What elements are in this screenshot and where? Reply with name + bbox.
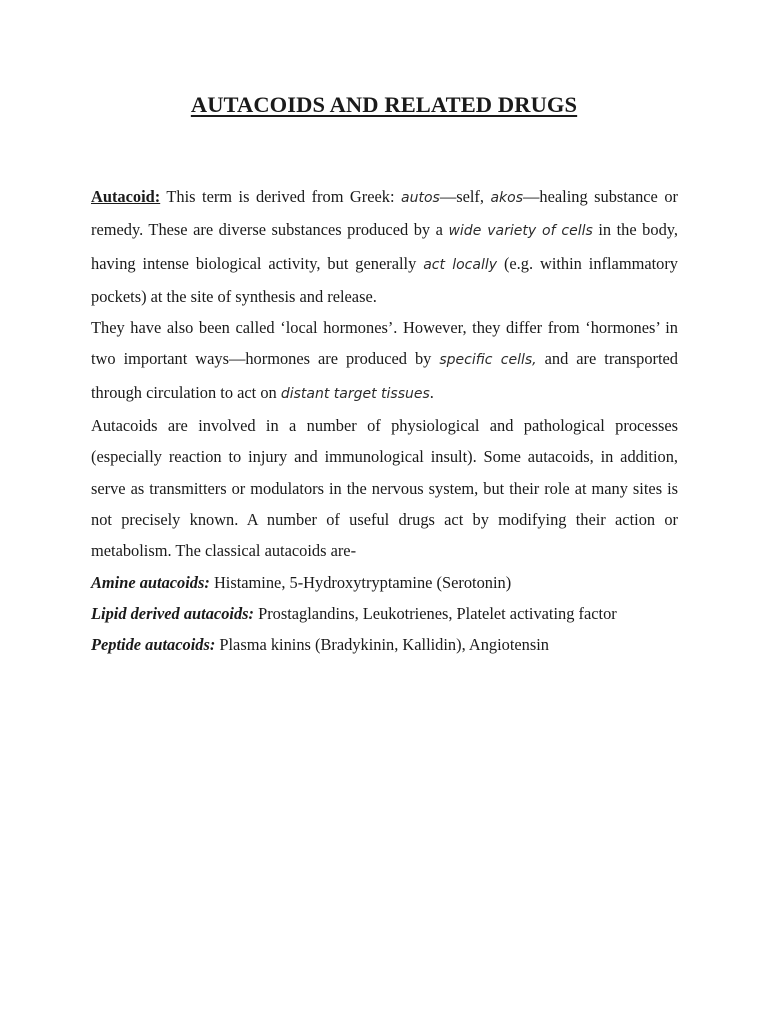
paragraph-text: . [429,382,434,402]
paragraph-text: in the body, having intense biological activity, but generally [91,220,678,273]
paragraph-text: (e.g. within inflammatory pockets) at the site of synthesis and release. [91,253,679,306]
autacoid-term-label: Autacoid: [91,187,161,206]
paragraph-autacoid-definition [91,181,678,312]
document-title: AUTACOIDS AND RELATED DRUGS [190,92,578,117]
paragraph-local-hormones [91,312,678,410]
paragraph-autacoid-roles: Autacoids are involved in a number of physiological and pathological processes (especially reaction to injury and immunological insult). Some autacoids, in addition, serve as transmitters or modulators in the nervous system, but their role at many sites is not precisely known. A number of useful drugs act by modifying their action or metabolism. The classical autacoids are- [91,416,678,561]
highlighted-phrase-distant-target: distant target tissues [280,385,430,402]
class-line-lipid [91,598,678,629]
class-label: Peptide autacoids: [91,635,216,655]
highlighted-phrase-wide-variety: wide variety of cells [448,223,593,240]
class-value: Plasma kinins (Bradykinin, Kallidin), Angiotensin [215,635,549,655]
highlighted-phrase-specific-cells: specific cells, [439,352,537,369]
class-value: Prostaglandins, Leukotrienes, Platelet activating factor [253,603,617,623]
class-line-amine [91,567,678,598]
paragraph-text: —healing substance or remedy. These are diverse substances produced by a [91,187,678,240]
class-label: Lipid derived autacoids: [91,603,254,623]
highlighted-phrase-act-locally: act locally [423,256,498,273]
paragraph-text: They have also been called ‘local hormones’. However, they differ from ‘hormones’ in two important ways—hormones are produced by [91,318,678,369]
paragraph-text: —self, [439,187,491,206]
class-value: Histamine, 5-Hydroxytryptamine (Serotonin) [209,572,512,592]
document-body [91,181,678,660]
class-line-peptide [91,629,678,660]
class-label: Amine autacoids: [91,572,210,592]
paragraph-text: This term is derived from Greek: [160,187,401,206]
paragraph-text: and are transported through circulation to act on [91,349,679,402]
highlighted-term-autos: autos [401,190,440,206]
highlighted-term-akos: akos [490,190,523,206]
